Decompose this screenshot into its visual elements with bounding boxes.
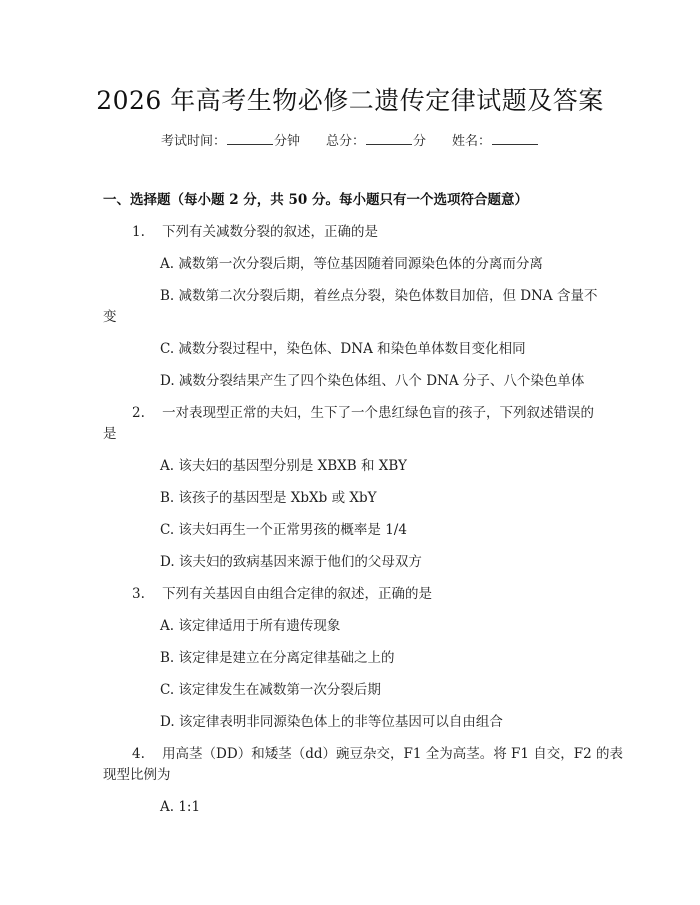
question-2-option-c: C. 该夫妇再生一个正常男孩的概率是 1/4 [160,522,407,538]
question-4-stem-continuation: 现型比例为 [103,767,171,783]
question-text: 一对表现型正常的夫妇，生下了一个患红绿色盲的孩子，下列叙述错误的 [162,405,595,421]
question-number: 1. [132,224,145,240]
question-1-option-b-continuation: 变 [103,309,117,325]
time-label: 考试时间： [160,134,226,149]
score-blank [366,132,412,145]
page-title: 2026 年高考生物必修二遗传定律试题及答案 [96,86,604,115]
question-2-option-b: B. 该孩子的基因型是 XbXb 或 XbY [160,490,377,506]
question-number: 2. [132,405,145,421]
question-text: 用高茎（DD）和矮茎（dd）豌豆杂交，F1 全为高茎。将 F1 自交，F2 的表 [162,746,624,762]
score-label: 总分： [325,134,365,149]
question-1-option-d: D. 减数分裂结果产生了四个染色体组、八个 DNA 分子、八个染色单体 [160,373,585,389]
question-1-option-c: C. 减数分裂过程中，染色体、DNA 和染色单体数目变化相同 [160,341,526,357]
time-blank [227,132,273,145]
exam-info-line [0,132,700,151]
name-label: 姓名： [452,134,492,149]
question-3-option-c: C. 该定律发生在减数第一次分裂后期 [160,682,381,698]
question-text: 下列有关减数分裂的叙述，正确的是 [162,224,379,240]
question-3-option-b: B. 该定律是建立在分离定律基础之上的 [160,650,395,666]
question-2-stem [132,404,594,422]
name-blank [492,132,538,145]
question-number: 4. [132,746,145,762]
question-1-stem [132,223,378,241]
time-unit: 分钟 [273,134,300,149]
question-4-stem [132,745,623,763]
score-unit: 分 [413,134,427,149]
question-3-stem [132,585,432,603]
question-1-option-b: B. 减数第二次分裂后期，着丝点分裂，染色体数目加倍，但 DNA 含量不 [160,288,598,304]
question-3-option-a: A. 该定律适用于所有遗传现象 [160,618,341,634]
question-text: 下列有关基因自由组合定律的叙述，正确的是 [162,586,433,602]
question-2-option-d: D. 该夫妇的致病基因来源于他们的父母双方 [160,554,422,570]
question-1-option-a: A. 减数第一次分裂后期，等位基因随着同源染色体的分离而分离 [160,256,543,272]
question-4-option-a: A. 1:1 [160,799,201,815]
section-heading: 一、选择题（每小题 2 分，共 50 分。每小题只有一个选项符合题意） [103,192,528,208]
question-2-option-a: A. 该夫妇的基因型分别是 XBXB 和 XBY [160,458,407,474]
question-3-option-d: D. 该定律表明非同源染色体上的非等位基因可以自由组合 [160,714,503,730]
question-number: 3. [132,586,145,602]
question-2-stem-continuation: 是 [103,426,117,442]
